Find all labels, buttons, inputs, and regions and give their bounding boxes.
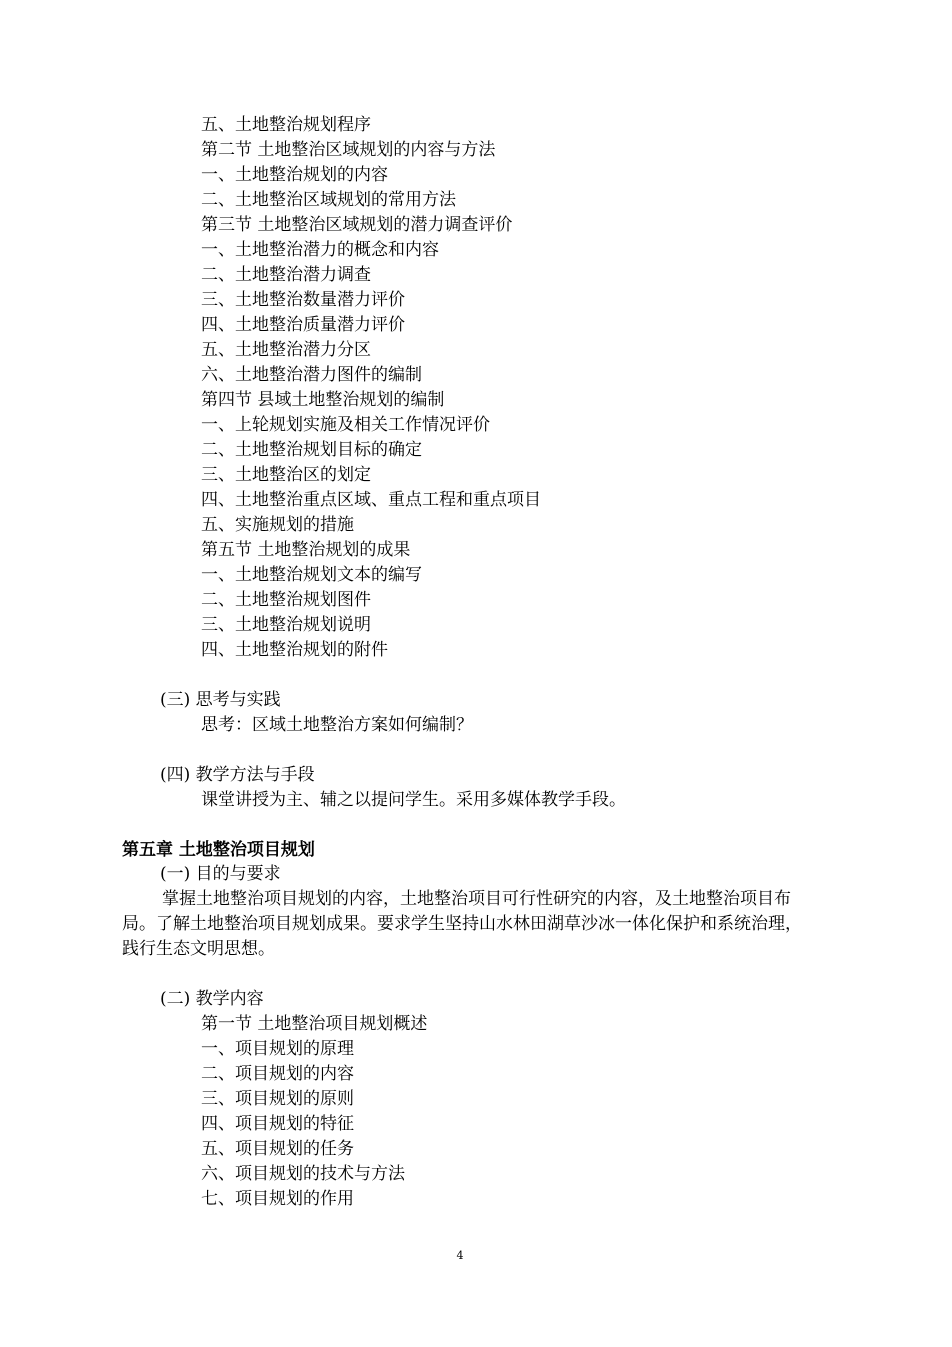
outline-item: 二、土地整治潜力调查	[201, 265, 371, 285]
practice-heading: (三) 思考与实践	[160, 690, 281, 710]
page-number: 4	[456, 1249, 464, 1262]
outline-item: 五、土地整治规划程序	[201, 115, 371, 135]
outline-item: 二、土地整治规划目标的确定	[201, 440, 422, 460]
outline-item: 四、项目规划的特征	[201, 1114, 354, 1134]
outline-item: 一、上轮规划实施及相关工作情况评价	[201, 415, 490, 435]
content-heading: (二) 教学内容	[160, 989, 264, 1009]
section-heading: 第四节 县域土地整治规划的编制	[201, 390, 445, 410]
outline-item: 六、土地整治潜力图件的编制	[201, 365, 422, 385]
goals-heading: (一) 目的与要求	[160, 864, 281, 884]
outline-item: 四、土地整治规划的附件	[201, 640, 388, 660]
outline-item: 五、土地整治潜力分区	[201, 340, 371, 360]
outline-item: 四、土地整治质量潜力评价	[201, 315, 405, 335]
goals-paragraph: 掌握土地整治项目规划的内容，土地整治项目可行性研究的内容，及土地整治项目布局。了解土地整治项目规划成果。要求学生坚持山水林田湖草沙冰一体化保护和系统治理，践行生态文明思想。	[122, 889, 802, 959]
outline-item: 五、实施规划的措施	[201, 515, 354, 535]
outline-item: 三、土地整治区的划定	[201, 465, 371, 485]
section-heading: 第一节 土地整治项目规划概述	[201, 1014, 428, 1034]
section-heading: 第二节 土地整治区域规划的内容与方法	[201, 140, 496, 160]
outline-item: 三、土地整治规划说明	[201, 615, 371, 635]
outline-item: 一、项目规划的原理	[201, 1039, 354, 1059]
outline-item: 五、项目规划的任务	[201, 1139, 354, 1159]
outline-item: 六、项目规划的技术与方法	[201, 1164, 405, 1184]
outline-item: 七、项目规划的作用	[201, 1189, 354, 1209]
practice-text: 思考：区域土地整治方案如何编制？	[201, 715, 473, 735]
outline-item: 四、土地整治重点区域、重点工程和重点项目	[201, 490, 541, 510]
methods-text: 课堂讲授为主、辅之以提问学生。采用多媒体教学手段。	[201, 790, 626, 810]
outline-item: 一、土地整治规划文本的编写	[201, 565, 422, 585]
outline-item: 三、项目规划的原则	[201, 1089, 354, 1109]
outline-item: 二、土地整治区域规划的常用方法	[201, 190, 456, 210]
outline-item: 二、项目规划的内容	[201, 1064, 354, 1084]
chapter-title: 第五章 土地整治项目规划	[122, 840, 315, 860]
methods-heading: (四) 教学方法与手段	[160, 765, 315, 785]
section-heading: 第三节 土地整治区域规划的潜力调查评价	[201, 215, 513, 235]
outline-item: 一、土地整治潜力的概念和内容	[201, 240, 439, 260]
outline-item: 三、土地整治数量潜力评价	[201, 290, 405, 310]
outline-item: 一、土地整治规划的内容	[201, 165, 388, 185]
outline-item: 二、土地整治规划图件	[201, 590, 371, 610]
section-heading: 第五节 土地整治规划的成果	[201, 540, 411, 560]
